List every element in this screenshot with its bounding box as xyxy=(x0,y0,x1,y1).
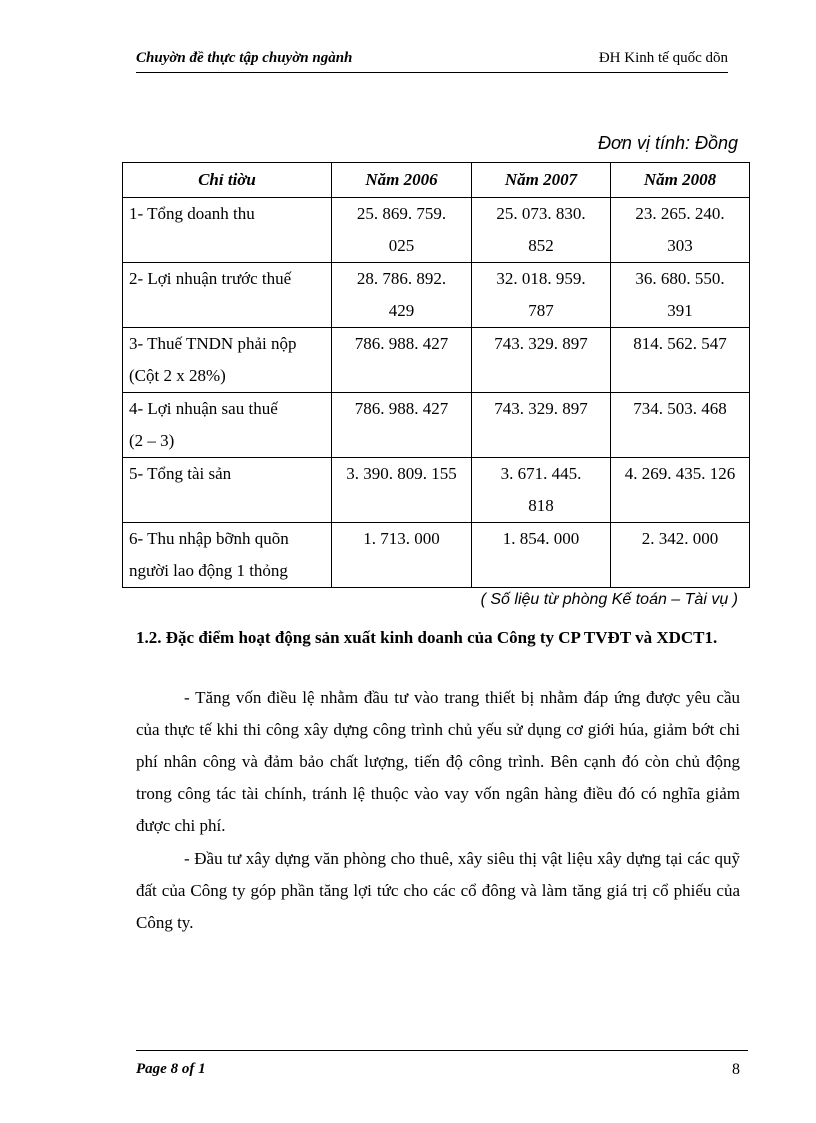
value-line: 786. 988. 427 xyxy=(354,399,449,418)
value-line: 814. 562. 547 xyxy=(633,334,727,353)
row-label-line: (2 – 3) xyxy=(129,431,175,450)
unit-note: Đơn vị tính: Đồng xyxy=(598,133,738,153)
value-cell xyxy=(332,393,472,458)
row-label-line: 2- Lợi nhuận trước thuế xyxy=(129,269,292,288)
value-cell xyxy=(472,263,611,328)
value-line: 25. 073. 830. xyxy=(496,204,586,223)
row-label-line xyxy=(129,490,325,522)
value-line xyxy=(338,360,465,392)
table-row xyxy=(123,393,750,458)
value-line: 786. 988. 427 xyxy=(354,334,449,353)
value-line: 303 xyxy=(667,236,693,255)
value-line: 28. 786. 892. xyxy=(356,269,447,288)
row-label-line: 1- Tổng doanh thu xyxy=(129,204,255,223)
value-cell xyxy=(472,523,611,588)
row-label-cell xyxy=(123,523,332,588)
table-header-row xyxy=(123,163,750,198)
column-header: Năm 2007 xyxy=(472,163,611,198)
value-cell xyxy=(472,328,611,393)
value-cell xyxy=(332,458,472,523)
value-cell xyxy=(611,263,750,328)
table-row xyxy=(123,263,750,328)
value-line: 3. 390. 809. 155 xyxy=(346,464,457,483)
value-line xyxy=(478,425,604,457)
row-label-cell xyxy=(123,328,332,393)
row-label-cell xyxy=(123,198,332,263)
column-header: Chỉ tiờu xyxy=(123,163,332,198)
paragraph: - Tăng vốn điều lệ nhằm đầu tư vào trang thiết bị nhằm đáp ứng được yêu cầu của thực tế khi thi công xây dựng công trình chủ yếu sử dụng cơ giới húa, giảm bớt chi phí nhân công và đảm bảo chất lượng, tiến độ công trình. Bên cạnh đó còn chủ động trong công tác tài chính, tránh lệ thuộc vào vay vốn ngân hàng điều đó có nghĩa giảm được chi phí. xyxy=(136,688,740,835)
value-line: 2. 342. 000 xyxy=(641,529,719,548)
value-line: 852 xyxy=(528,236,554,255)
value-cell xyxy=(472,458,611,523)
page-indicator: Page 8 of 1 xyxy=(136,1061,206,1077)
value-line xyxy=(338,555,465,587)
page-number: 8 xyxy=(732,1061,740,1078)
row-label-line: 5- Tổng tài sản xyxy=(129,464,232,483)
value-line: 4. 269. 435. 126 xyxy=(624,464,736,483)
row-label-cell xyxy=(123,393,332,458)
value-cell xyxy=(332,198,472,263)
value-line: 1. 713. 000 xyxy=(363,529,440,548)
page-footer xyxy=(136,1050,748,1087)
table-row xyxy=(123,523,750,588)
value-line: 3. 671. 445. xyxy=(500,464,582,483)
financial-table xyxy=(122,162,750,588)
value-line: 743. 329. 897 xyxy=(494,399,588,418)
value-line: 25. 869. 759. xyxy=(356,204,447,223)
value-line xyxy=(617,490,743,522)
column-header: Năm 2006 xyxy=(332,163,472,198)
value-line xyxy=(478,555,604,587)
value-line xyxy=(617,360,743,392)
value-line xyxy=(617,555,743,587)
header-title: Chuyờn đề thực tập chuyờn ngành xyxy=(136,50,353,66)
row-label-line: 3- Thuế TNDN phải nộp xyxy=(129,334,297,353)
value-line xyxy=(338,490,465,522)
value-cell xyxy=(611,198,750,263)
value-line: 734. 503. 468 xyxy=(633,399,727,418)
value-line: 36. 680. 550. xyxy=(635,269,725,288)
table-row xyxy=(123,458,750,523)
value-line: 787 xyxy=(528,301,554,320)
row-label-cell xyxy=(123,263,332,328)
value-line: 32. 018. 959. xyxy=(496,269,586,288)
value-line xyxy=(617,425,743,457)
value-cell xyxy=(611,523,750,588)
value-cell xyxy=(611,328,750,393)
value-line: 429 xyxy=(388,301,415,320)
row-label-cell xyxy=(123,458,332,523)
value-line: 025 xyxy=(388,236,415,255)
value-cell xyxy=(332,263,472,328)
value-cell xyxy=(472,393,611,458)
row-label-line xyxy=(129,230,325,262)
value-line: 23. 265. 240. xyxy=(635,204,725,223)
table-row xyxy=(123,328,750,393)
section-title: 1.2. Đặc điểm hoạt động sản xuất kinh doanh của Công ty CP TVĐT và XDCT1. xyxy=(136,628,718,647)
row-label-line: người lao động 1 thỏng xyxy=(129,561,288,580)
value-line: 391 xyxy=(667,301,693,320)
row-label-line: 4- Lợi nhuận sau thuế xyxy=(129,399,278,418)
paragraph: - Đầu tư xây dựng văn phòng cho thuê, xây siêu thị vật liệu xây dựng tại các quỹ đất của Công ty góp phần tăng lợi tức cho các cổ đông và làm tăng giá trị cổ phiếu của Công ty. xyxy=(136,849,740,932)
value-line: 818 xyxy=(528,496,554,515)
value-line xyxy=(478,360,604,392)
row-label-line: 6- Thu nhập bỡnh quõn xyxy=(129,529,289,548)
value-line xyxy=(338,425,465,457)
value-cell xyxy=(611,393,750,458)
row-label-line xyxy=(129,295,325,327)
page-header xyxy=(136,50,728,73)
value-line: 743. 329. 897 xyxy=(494,334,588,353)
value-cell xyxy=(611,458,750,523)
table-row xyxy=(123,198,750,263)
value-cell xyxy=(332,523,472,588)
value-line: 1. 854. 000 xyxy=(502,529,580,548)
source-note: ( Số liệu từ phòng Kế toán – Tài vụ ) xyxy=(480,591,738,608)
value-cell xyxy=(332,328,472,393)
value-cell xyxy=(472,198,611,263)
header-university: ĐH Kinh tế quốc dõn xyxy=(598,50,728,66)
row-label-line: (Cột 2 x 28%) xyxy=(129,366,226,385)
column-header: Năm 2008 xyxy=(611,163,750,198)
